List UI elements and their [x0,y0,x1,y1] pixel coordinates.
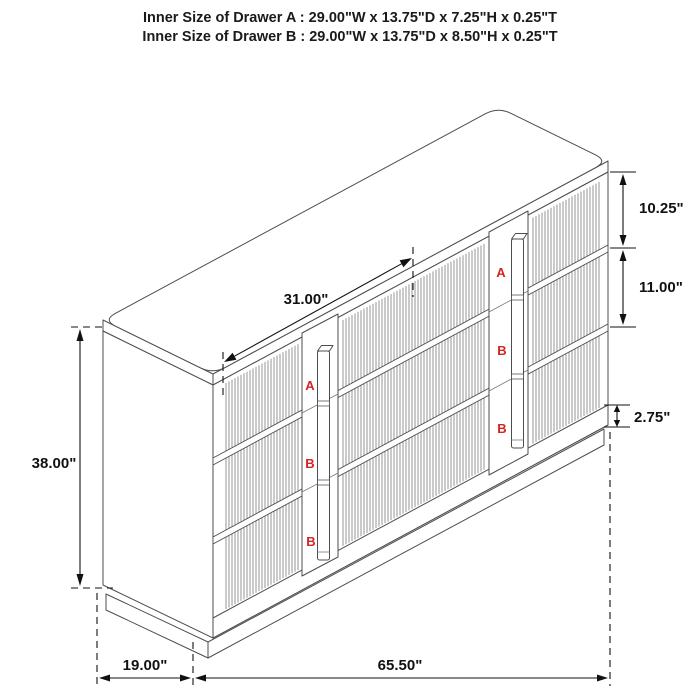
dim-overall-height [32,327,113,588]
arrowhead [597,675,608,682]
dim-top-width-label: 31.00" [283,291,329,308]
handle-joint [318,401,330,406]
dim-drawer-a-label: 10.25" [639,200,684,217]
dim-base-height [604,405,670,427]
handle-joint [512,295,524,300]
drawer-letter-a: A [305,378,315,393]
arrowhead [99,675,110,682]
arrowhead [620,174,627,185]
dim-overall-height-label: 38.00" [31,455,77,472]
arrowhead [614,405,620,412]
drawer-letter-b: B [305,456,315,471]
arrowhead [620,250,627,261]
left-end-panel [103,331,213,638]
dim-side-depth-label: 19.00" [122,657,168,674]
handle-bar [512,239,524,448]
arrowhead [620,314,627,325]
dim-front-width-label: 65.50" [377,657,423,674]
arrowhead [77,329,84,341]
handle-bar [318,351,330,560]
handle-joint [318,480,330,485]
dim-base-height-label: 2.75" [634,409,671,426]
handle-joint [512,374,524,379]
drawer-letter-b: B [497,343,507,358]
drawer-b-inner-size: Inner Size of Drawer B : 29.00"W x 13.75"D x 8.50"H x 0.25"T [142,29,558,45]
drawer-letter-b: B [497,421,507,436]
arrowhead [614,420,620,427]
drawer-letter-b: B [306,534,316,549]
dim-drawer-b-height [620,250,683,325]
arrowhead [77,574,84,586]
dim-drawer-b-label: 11.00" [639,279,683,296]
drawer-letter-a: A [496,265,506,280]
dim-drawer-a-height [610,172,684,327]
arrowhead [195,675,206,682]
drawer-a-inner-size: Inner Size of Drawer A : 29.00"W x 13.75"D x 7.25"H x 0.25"T [142,10,558,26]
arrowhead [620,235,627,246]
arrowhead [180,675,191,682]
